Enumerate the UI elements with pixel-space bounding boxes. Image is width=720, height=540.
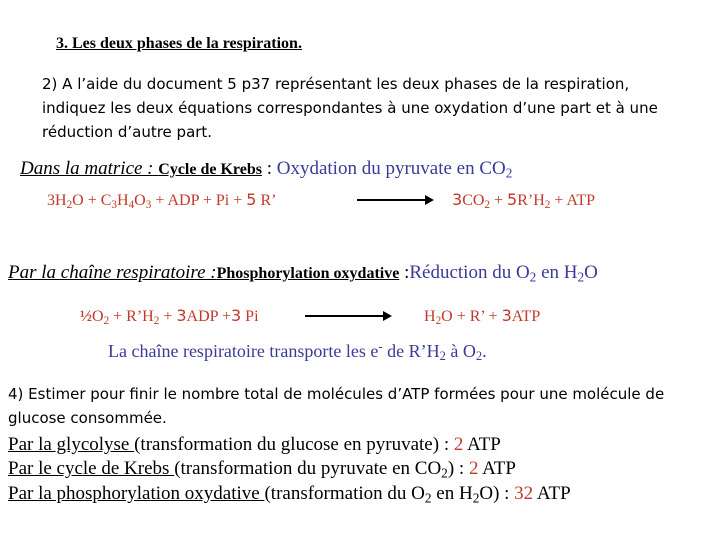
section-title: 3. Les deux phases de la respiration.	[56, 35, 302, 52]
chaine-equation-left: $\frac{1}{2}O_2$ + $R’H_2 + 3ADP +3$ Pi	[80, 306, 259, 327]
question-4	[8, 382, 664, 430]
matrice-heading	[20, 158, 512, 180]
answer-krebs: Par le cycle de Krebs (transformation du pyruvate en $CO_2$) : 2 ATP	[8, 458, 516, 481]
oxydation-title: Oxydation du pyruvate en $CO_2$	[276, 158, 513, 181]
question-2-line-3: réduction d’autre part.	[42, 123, 213, 141]
chaine-heading	[8, 262, 598, 284]
transport-sentence: La chaîne respiratoire transporte les e- de $R’H_2$ à $O_2$.	[108, 339, 487, 364]
chaine-prefix: Par la chaîne respiratoire :	[8, 262, 217, 283]
krebs-arrow	[357, 199, 432, 201]
krebs-equation-right: $3CO_2$ + $5R’H_2$ + ATP	[452, 190, 595, 211]
chaine-arrow	[305, 315, 390, 317]
question-2-line-2: indiquez les deux équations correspondantes à une oxydation d’une part et à une	[42, 99, 658, 117]
krebs-label: Cycle de Krebs	[158, 161, 262, 178]
reduction-title: Réduction du $O_2$ en $H_2O$	[409, 262, 598, 285]
question-4-line-1: 4) Estimer pour finir le nombre total de molécules d’ATP formées pour une molécule de	[8, 385, 665, 403]
chaine-sep: :	[399, 262, 410, 283]
question-4-line-2: glucose consommée.	[8, 409, 167, 427]
matrice-prefix: Dans la matrice :	[20, 158, 159, 179]
question-2-line-1: 2) A l’aide du document 5 p37 représentant les deux phases de la respiration,	[42, 75, 630, 93]
answer-glycolyse: Par la glycolyse (transformation du glucose en pyruvate) : 2 ATP	[8, 434, 501, 455]
chaine-equation-right: $H_2O + R$’ + 3ATP	[424, 306, 541, 327]
answer-phosphorylation: Par la phosphorylation oxydative (transformation du $O_2$ en $H_2O$) : 32 ATP	[8, 483, 571, 506]
krebs-equation-left: $3H_2O + C_3H_4O_3$ + ADP + Pi + 5 R’	[47, 190, 277, 211]
matrice-sep: :	[261, 158, 277, 179]
phosphorylation-label: Phosphorylation oxydative	[216, 265, 400, 282]
question-2	[42, 72, 658, 144]
